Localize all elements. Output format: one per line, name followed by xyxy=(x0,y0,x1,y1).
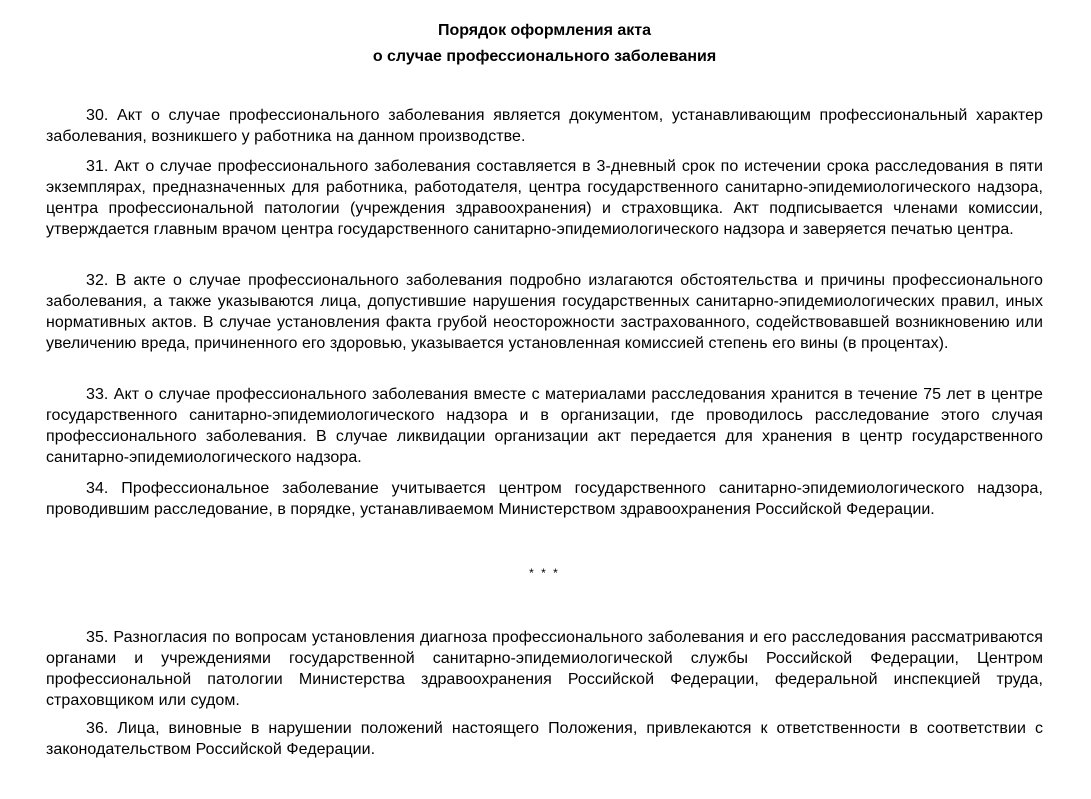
document-title-line-1: Порядок оформления акта xyxy=(437,22,652,39)
paragraph-32: 32. В акте о случае профессионального заболевания подробно излагаются обстоятельства и причины профессионального заболевания, а также указываются лица, допустившие нарушения государственных санитарно-эпидемиологических правил, иных нормативных актов. В случае установления факта грубой неосторожности застрахованного, содействовавшей возникновению или увеличению вреда, причиненного его здоровью, указывается установленная комиссией степень его вины (в процентах). xyxy=(46,272,1043,352)
paragraph-34: 34. Профессиональное заболевание учитывается центром государственного санитарно-эпидемиологического надзора, проводившим расследование, в порядке, устанавливаемом Министерством здравоохранения Российской Федерации. xyxy=(46,480,1043,518)
section-separator: * * * xyxy=(529,566,560,580)
paragraph-30: 30. Акт о случае профессионального заболевания является документом, устанавливающим профессиональный характер заболевания, возникшего у работника на данном производстве. xyxy=(46,107,1043,145)
document-page xyxy=(46,0,1043,799)
paragraph-35: 35. Разногласия по вопросам установления диагноза профессионального заболевания и его расследования рассматриваются органами и учреждениями государственной санитарно-эпидемиологической службы Российской Федерации, Центром профессиональной патологии Министерства здравоохранения Российской Федерации, федеральной инспекцией труда, страховщиком или судом. xyxy=(46,629,1043,709)
document-title-line-2: о случае профессионального заболевания xyxy=(372,48,717,65)
paragraph-31: 31. Акт о случае профессионального заболевания составляется в 3-дневный срок по истечении срока расследования в пяти экземплярах, предназначенных для работника, работодателя, центра государственного санитарно-эпидемиологического надзора, центра профессиональной патологии (учреждения здравоохранения) и страховщика. Акт подписывается членами комиссии, утверждается главным врачом центра государственного санитарно-эпидемиологического надзора и заверяется печатью центра. xyxy=(46,158,1043,238)
paragraph-36: 36. Лица, виновные в нарушении положений настоящего Положения, привлекаются к ответственности в соответствии с законодательством Российской Федерации. xyxy=(46,720,1043,758)
paragraph-33: 33. Акт о случае профессионального заболевания вместе с материалами расследования хранится в течение 75 лет в центре государственного санитарно-эпидемиологического надзора и в организации, где проводилось расследование этого случая профессионального заболевания. В случае ликвидации организации акт передается для хранения в центр государственного санитарно-эпидемиологического надзора. xyxy=(46,386,1043,466)
